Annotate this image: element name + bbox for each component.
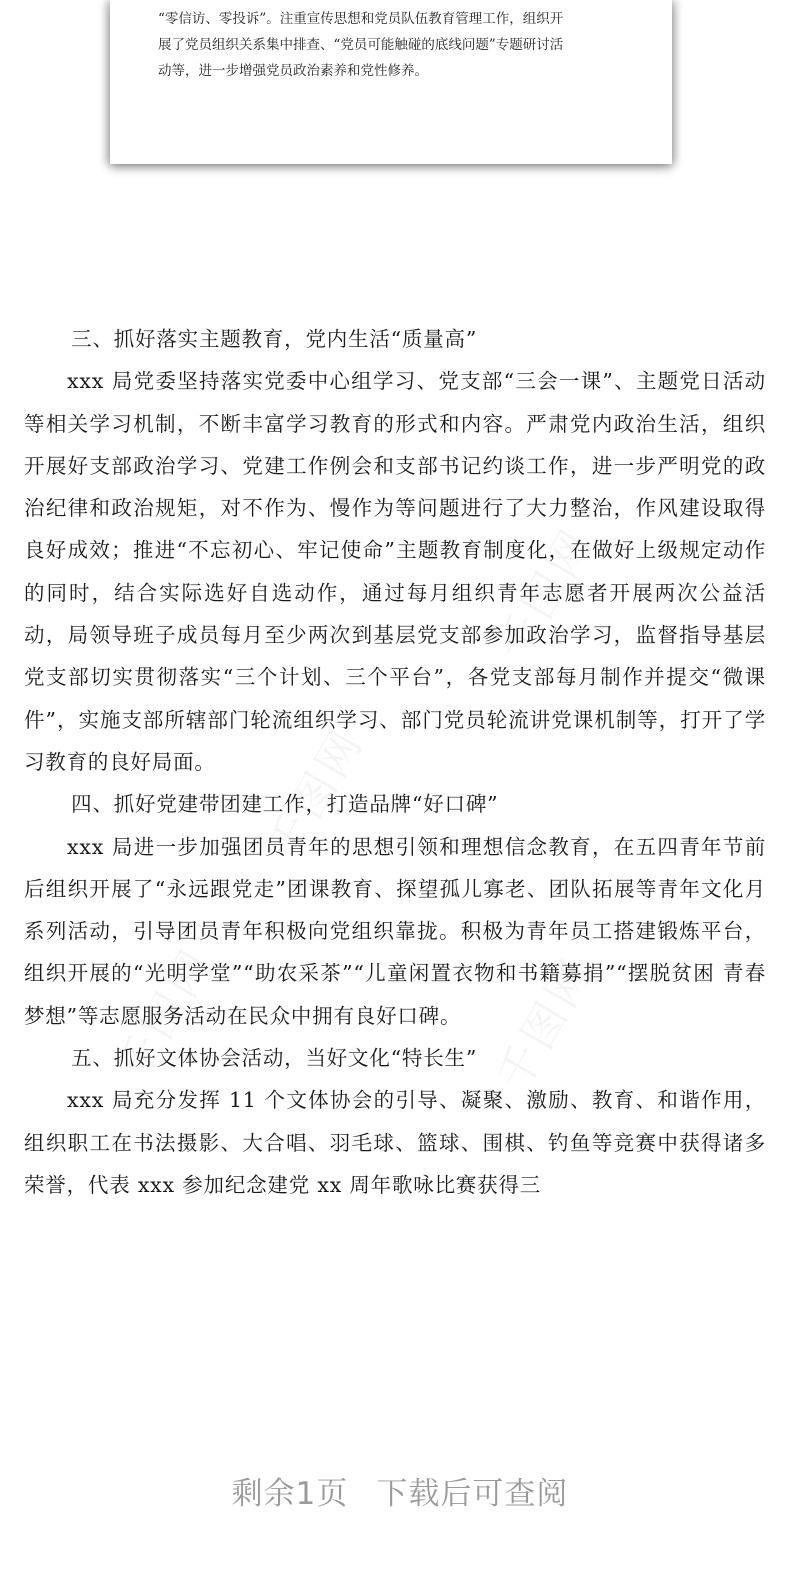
- section-paragraph: xxx 局进一步加强团员青年的思想引领和理想信念教育，在五四青年节前后组织开展了“永远跟党走”团课教育、探望孤儿寡老、团队拓展等青年文化月系列活动，引导团员青年积极向党组织靠拢。积极为青年员工搭建锻炼平台，组织开展的“光明学堂”“助农采茶”“儿童闲置衣物和书籍募捐”“摆脱贫困 青春梦想”等志愿服务活动在民众中拥有良好口碑。: [24, 834, 766, 1028]
- download-to-view-label: 下载后可查阅: [376, 1476, 569, 1512]
- section-paragraph: xxx 局充分发挥 11 个文体协会的引导、凝聚、激励、教育、和谐作用，组织职工在书法摄影、大合唱、羽毛球、篮球、围棋、钓鱼等竞赛中获得诸多荣誉，代表 xxx 参加纪念建党 xx 周年歌咏比赛获得三: [24, 1088, 766, 1197]
- document-page-excerpt: [110, 0, 672, 164]
- remaining-pages-label: 剩余1页: [231, 1476, 349, 1512]
- download-prompt[interactable]: [0, 1468, 800, 1513]
- paragraph-line: 动等，进一步增强党员政治素养和党性修养。: [158, 63, 428, 79]
- section-heading: 三、抓好落实主题教育，党内生活“质量高”: [71, 327, 478, 351]
- paragraph-line: 展了党员组织关系集中排查、“党员可能触碰的底线问题”专题研讨活: [158, 37, 564, 53]
- section-heading: 四、抓好党建带团建工作，打造品牌“好口碑”: [71, 792, 499, 817]
- paragraph-line: “零信访、零投诉”。注重宣传思想和党员队伍教育管理工作，组织开: [158, 11, 564, 27]
- section-heading: 五、抓好文体协会活动，当好文化“特长生”: [71, 1046, 478, 1071]
- section-paragraph: xxx 局党委坚持落实党委中心组学习、党支部“三会一课”、主题党日活动等相关学习机制，不断丰富学习教育的形式和内容。严肃党内政治生活，组织开展好支部政治学习、党建工作例会和支部书记约谈工作，进一步严明党的政治纪律和政治规矩，对不作为、慢作为等问题进行了大力整治，作风建设取得良好成效；推进“不忘初心、牢记使命”主题教育制度化，在做好上级规定动作的同时，结合实际选好自选动作，通过每月组织青年志愿者开展两次公益活动，局领导班子成员每月至少两次到基层党支部参加政治学习，监督指导基层党支部切实贯彻落实“三个计划、三个平台”，各党支部每月制作并提交“微课件”，实施支部所辖部门轮流组织学习、部门党员轮流讲党课机制等，打开了学习教育的良好局面。: [24, 369, 766, 774]
- document-body: [24, 318, 766, 1206]
